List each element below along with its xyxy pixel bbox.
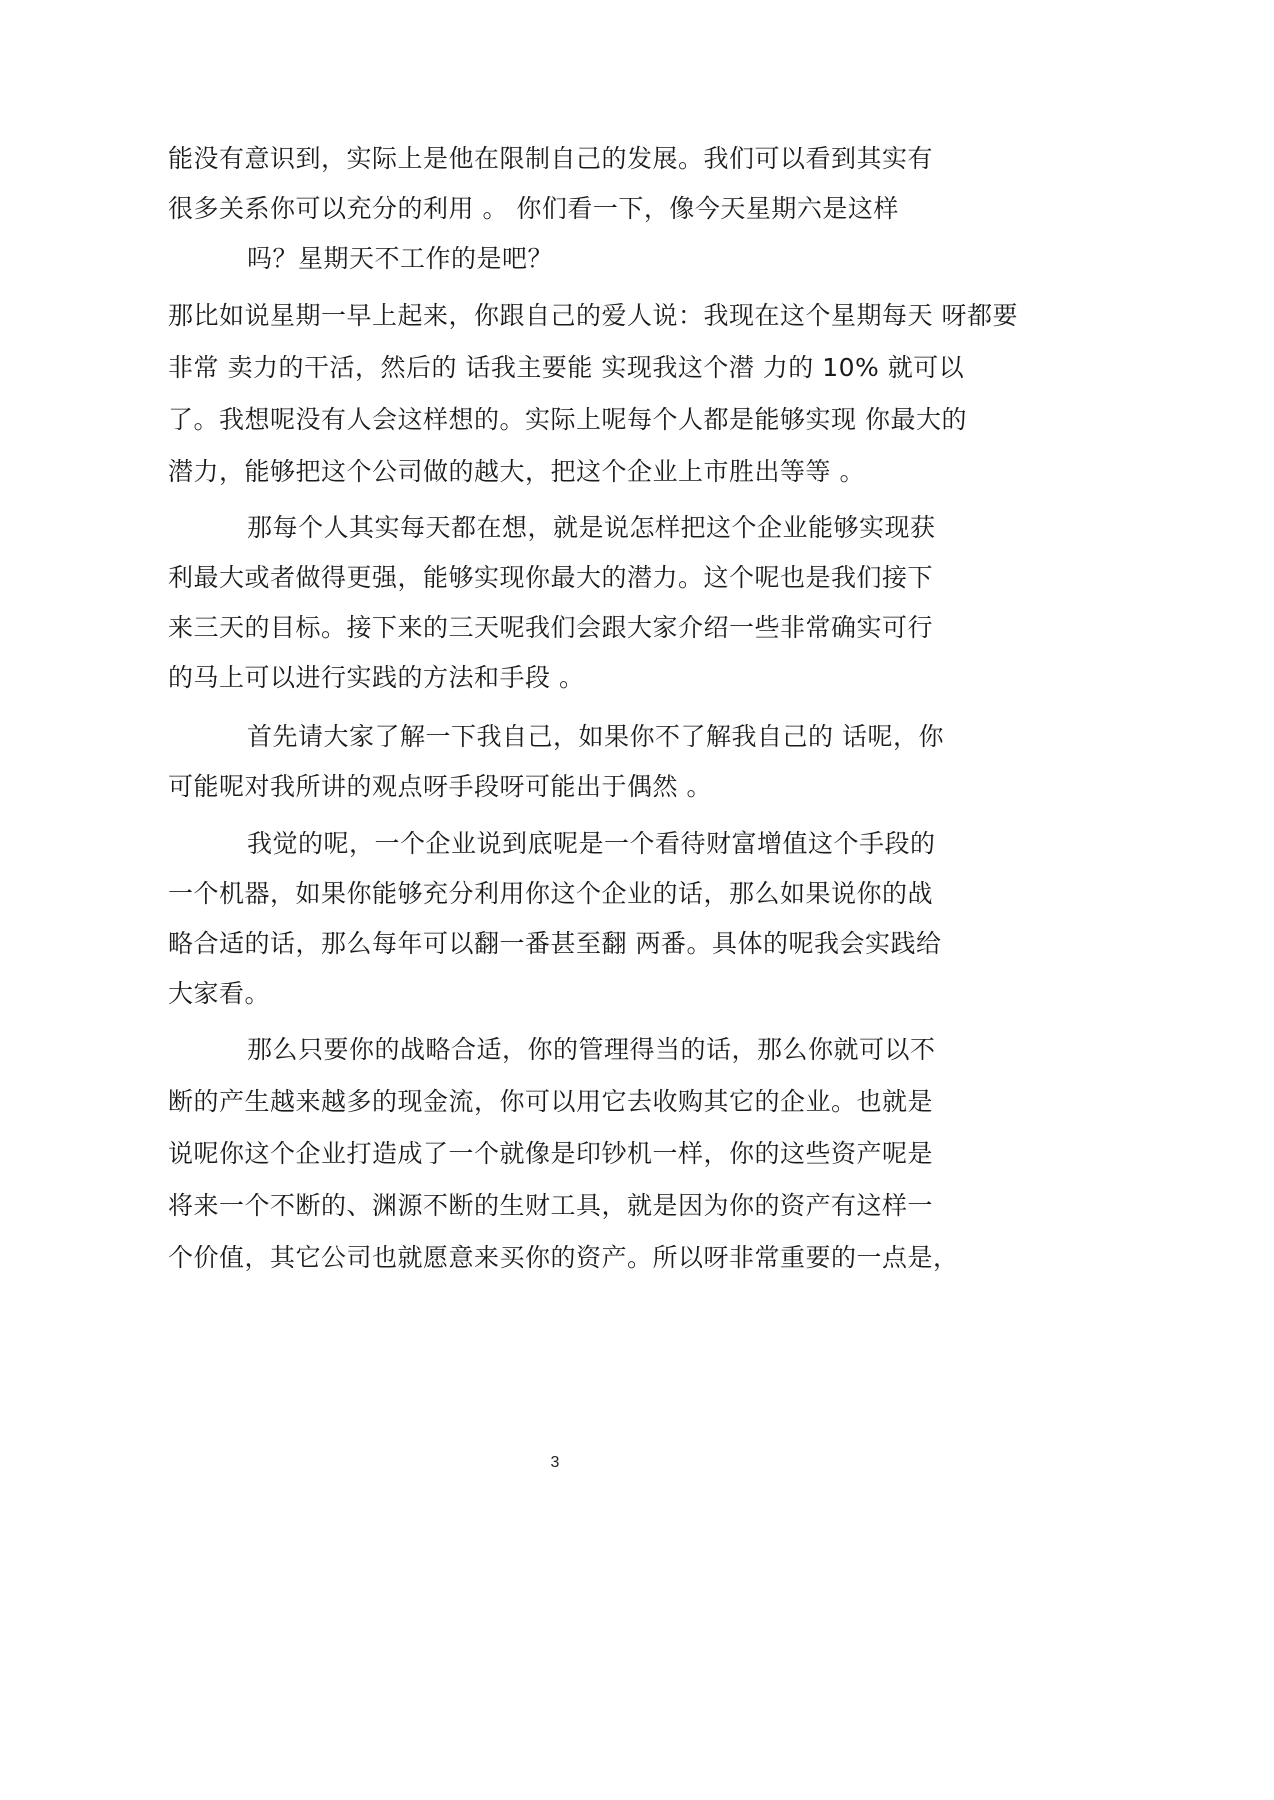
text-line: 非常 卖力的干活，然后的 话我主要能 实现我这个潜 力的 10% 就可以 <box>168 353 965 382</box>
text-line: 断的产生越来越多的现金流，你可以用它去收购其它的企业。也就是 <box>168 1087 934 1116</box>
page-number: 3 <box>550 1454 560 1471</box>
text-line: 那么只要你的战略合适，你的管理得当的话，那么你就可以不 <box>247 1035 936 1064</box>
text-line: 说呢你这个企业打造成了一个就像是印钞机一样，你的这些资产呢是 <box>168 1139 934 1168</box>
text-line: 的马上可以进行实践的方法和手段 。 <box>168 663 585 692</box>
text-line: 略合适的话，那么每年可以翻一番甚至翻 两番。具体的呢我会实践给 <box>168 929 942 958</box>
text-line: 将来一个不断的、渊源不断的生财工具，就是因为你的资产有这样一 <box>168 1191 934 1220</box>
text-line: 来三天的目标。接下来的三天呢我们会跟大家介绍一些非常确实可行 <box>168 613 934 642</box>
text-line: 利最大或者做得更强，能够实现你最大的潜力。这个呢也是我们接下 <box>168 563 934 592</box>
text-line: 一个机器，如果你能够充分利用你这个企业的话，那么如果说你的战 <box>168 879 934 908</box>
text-line: 能没有意识到，实际上是他在限制自己的发展。我们可以看到其实有 <box>168 144 934 173</box>
text-line: 个价值，其它公司也就愿意来买你的资产。所以呀非常重要的一点是， <box>168 1243 959 1272</box>
text-line: 很多关系你可以充分的利用 。 你们看一下，像今天星期六是这样 <box>168 194 899 223</box>
text-line: 大家看。 <box>168 979 271 1008</box>
text-line: 潜力，能够把这个公司做的越大，把这个企业上市胜出等等 。 <box>168 457 865 486</box>
text-line: 那每个人其实每天都在想，就是说怎样把这个企业能够实现获 <box>247 513 936 542</box>
text-line: 吗？星期天不工作的是吧？ <box>247 244 554 273</box>
text-line: 可能呢对我所讲的观点呀手段呀可能出于偶然 。 <box>168 772 712 801</box>
text-line: 首先请大家了解一下我自己，如果你不了解我自己的 话呢，你 <box>247 722 944 751</box>
text-line: 了。我想呢没有人会这样想的。实际上呢每个人都是能够实现 你最大的 <box>168 405 967 434</box>
text-line: 那比如说星期一早上起来，你跟自己的爱人说：我现在这个星期每天 呀都要 <box>168 301 1018 330</box>
text-line: 我觉的呢，一个企业说到底呢是一个看待财富增值这个手段的 <box>247 829 936 858</box>
